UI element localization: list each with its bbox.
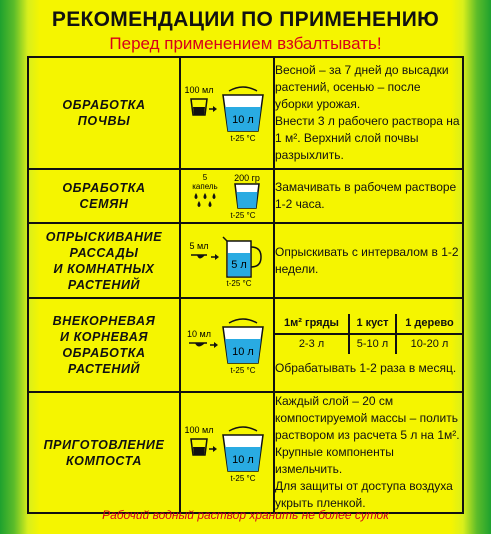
drop-unit: капель: [192, 182, 218, 191]
table-row: [28, 223, 463, 298]
dosage-per-area-table: [275, 314, 462, 354]
row-description: [274, 223, 463, 298]
text-line: Весной – за 7 дней до высадки растений, осенью – после уборки урожая.: [275, 63, 449, 111]
volume-label: 10 л: [232, 346, 254, 358]
value-bush: 5-10 л: [349, 334, 396, 354]
dose-illustration: [180, 223, 274, 298]
text-line: РАСТЕНИЙ: [67, 277, 141, 292]
spoon-to-jug-icon: [185, 235, 269, 287]
dose-illustration: [180, 57, 274, 169]
text-line: Замачивать в рабочем растворе 1-2 часа.: [275, 180, 457, 211]
text-line: И КОМНАТНЫХ: [53, 261, 155, 276]
row-title-spraying: [28, 223, 180, 298]
glass-to-bucket-icon: [185, 83, 269, 143]
text-line: ПОЧВЫ: [77, 114, 131, 128]
header-bed: 1м² гряды: [275, 314, 349, 334]
text-line: Опрыскивать с интервалом в 1-2 недели.: [275, 244, 459, 276]
table-row: [28, 298, 463, 392]
table-row: [28, 392, 463, 513]
temperature-label: t-25 °C: [230, 211, 256, 220]
row-description: [274, 57, 463, 169]
volume-label: 5 л: [231, 258, 247, 271]
text-line: РАСТЕНИЙ: [67, 362, 141, 376]
drop-count: 5: [202, 173, 208, 182]
dose-label: 100 мл: [185, 85, 214, 95]
page-title: РЕКОМЕНДАЦИИ ПО ПРИМЕНЕНИЮ: [51, 8, 440, 31]
text-line: Обрабатывать 1-2 раза в месяц.: [275, 360, 457, 375]
header-bush: 1 куст: [349, 314, 396, 334]
recommendations-table: [27, 56, 464, 514]
table-row: [28, 57, 463, 169]
volume-label: 10 л: [232, 453, 254, 466]
frequency-text: [275, 360, 462, 377]
text-line: СЕМЯН: [79, 197, 129, 211]
volume-label: 200 гр: [234, 173, 260, 183]
drops-to-glass-icon: [185, 172, 269, 220]
storage-note: Рабочий водный раствор хранить не более суток: [102, 508, 389, 522]
row-title-seeds: [28, 169, 180, 223]
table-row: [28, 169, 463, 223]
temperature-label: t-25 °C: [230, 134, 256, 143]
text-line: И КОРНЕВАЯ: [59, 330, 149, 344]
volume-label: 10 л: [232, 114, 254, 126]
temperature-label: t-25 °C: [230, 473, 256, 483]
dose-label: 10 мл: [187, 329, 211, 339]
dose-label: 5 мл: [189, 240, 209, 251]
dose-illustration: [180, 298, 274, 392]
shake-warning: Перед применением взбалтывать!: [109, 34, 382, 53]
glass-to-bucket-icon: [185, 423, 269, 483]
temperature-label: t-25 °C: [226, 278, 252, 287]
text-line: РАССАДЫ: [69, 245, 139, 260]
row-title-compost: [28, 392, 180, 513]
text-line: Каждый слой – 20 см компостируемой массы – полить раствором из расчета 5 л на 1м². Крупные компоненты измельчить.: [275, 394, 460, 476]
text-line: Для защиты от доступа воздуха укрыть пленкой.: [275, 479, 453, 510]
text-line: Внести 3 л рабочего раствора на 1 м². Верхний слой почвы разрыхлить.: [275, 114, 460, 162]
text-line: ОБРАБОТКА: [62, 98, 146, 112]
value-tree: 10-20 л: [410, 337, 449, 350]
dose-illustration: [180, 392, 274, 513]
row-title-treatment: [28, 298, 180, 392]
dose-illustration: [180, 169, 274, 223]
text-line: ОПРЫСКИВАНИЕ: [45, 229, 163, 244]
text-line: ОБРАБОТКА: [62, 346, 146, 360]
dose-label: 100 мл: [185, 424, 214, 435]
row-description: [274, 169, 463, 223]
row-title-soil: [28, 57, 180, 169]
text-line: ОБРАБОТКА: [62, 181, 146, 195]
row-description: [274, 298, 463, 392]
value-bed: 2-3 л: [275, 334, 349, 354]
row-description: [274, 392, 463, 513]
text-line: ВНЕКОРНЕВАЯ: [52, 314, 156, 328]
header-tree: 1 дерево: [396, 314, 462, 334]
temperature-label: t-25 °C: [230, 366, 256, 375]
text-line: ПРИГОТОВЛЕНИЕ: [43, 437, 165, 452]
spoon-to-bucket-icon: [185, 315, 269, 375]
text-line: КОМПОСТА: [66, 453, 142, 468]
